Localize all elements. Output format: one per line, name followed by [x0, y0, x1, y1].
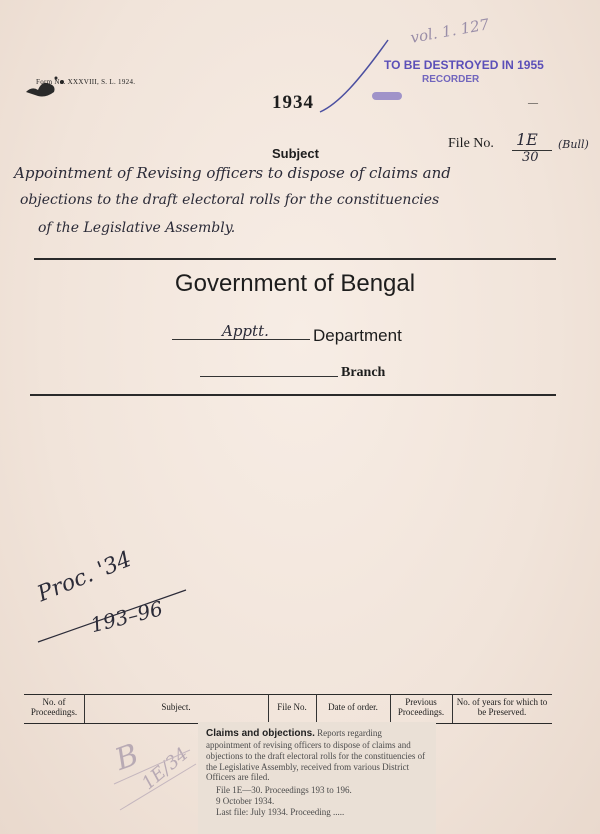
- subject-line-3: of the Legislative Assembly.: [38, 220, 236, 236]
- recorder-stamp: RECORDER: [422, 74, 480, 85]
- destroy-stamp: TO BE DESTROYED IN 1955: [384, 58, 544, 72]
- file-no-sub: 30: [522, 150, 539, 165]
- branch-label: Branch: [341, 365, 386, 380]
- section-rule: [30, 394, 556, 396]
- margin-pencil-lines: [110, 744, 200, 819]
- header-date-of-order: Date of order.: [328, 702, 378, 712]
- clipping-body: Reports regarding appointment of revising officers to dispose of claims and objections to the draft electoral rolls for the constituencies of the Legislative Assembly, received from various District Officers are filed.: [206, 728, 426, 783]
- clipping-title: Claims and objections.: [206, 728, 315, 739]
- stamp-scribble: vol. 1. 127: [409, 15, 491, 47]
- margin-reference: 1E/34: [138, 743, 193, 795]
- top-rule: [34, 258, 556, 260]
- file-no-label: File No.: [448, 136, 494, 151]
- department-value: Apptt.: [222, 322, 269, 340]
- subject-line-2: objections to the draft electoral rolls for the constituencies: [20, 192, 440, 208]
- header-previous-proceedings: Previous Proceedings.: [397, 697, 445, 718]
- proceedings-note-1: Proc. '34: [34, 546, 136, 608]
- header-subject: Subject.: [161, 702, 191, 712]
- newspaper-clipping: [198, 722, 436, 834]
- header-years-preserved: No. of years for which to be Preserved.: [456, 697, 548, 718]
- stamp-stroke: [318, 34, 408, 121]
- department-label: Department: [313, 326, 402, 345]
- clipping-file-line: File 1E—30. Proceedings 193 to 196.: [216, 785, 352, 796]
- clipping-last-line: Last file: July 1934. Proceeding .....: [216, 806, 345, 817]
- subject-line-1: Appointment of Revising officers to dispose of claims and: [14, 164, 451, 182]
- margin-scrawl: B: [110, 737, 144, 778]
- subject-label: Subject: [272, 146, 319, 161]
- table-top-rule: [24, 694, 552, 695]
- file-no-note: (Bull): [558, 138, 589, 151]
- form-reference: Form No. XXXVIII, S. L. 1924.: [36, 78, 136, 86]
- government-heading: Government of Bengal: [174, 270, 416, 297]
- proceedings-note-2: 193–96: [88, 596, 166, 638]
- stamp-smudge: [372, 92, 402, 100]
- file-no-value: 1E: [516, 130, 538, 149]
- year: 1934: [272, 92, 314, 113]
- side-mark: —: [528, 98, 538, 109]
- header-file-no: File No.: [277, 702, 307, 712]
- branch-blank: [200, 376, 338, 377]
- header-proceedings: No. of Proceedings.: [30, 697, 78, 718]
- clipping-date-line: 9 October 1934.: [216, 795, 275, 806]
- proceedings-underline: [36, 586, 196, 651]
